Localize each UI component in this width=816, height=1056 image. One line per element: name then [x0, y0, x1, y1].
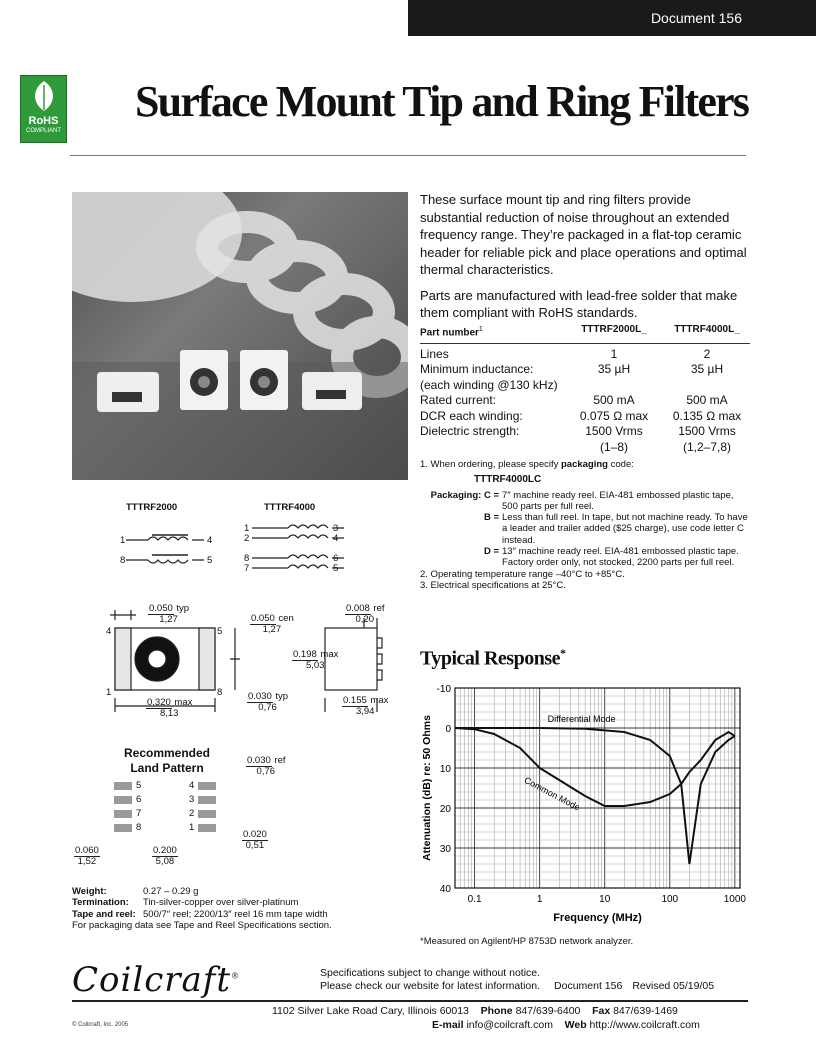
series-label-common-mode: Common Mode	[522, 774, 582, 813]
title-divider	[70, 155, 746, 156]
schematic-pin-label: 2	[244, 533, 250, 544]
x-tick-label: 0.1	[467, 894, 482, 905]
spec-row: Minimum inductance: 35 µH 35 µH	[420, 362, 724, 377]
dim-land-0-020: 0.020 0,51	[243, 829, 267, 851]
intro-text	[420, 191, 750, 330]
dim-land-0-030-ref: 0.030 ref 0,76	[247, 755, 286, 777]
packaging-note: For packaging data see Tape and Reel Specifications section.	[72, 920, 332, 932]
spec-row: (each winding @130 kHz)	[420, 377, 558, 392]
spec-header-tttrf2000: TTTRF2000L_	[581, 324, 647, 335]
rohs-badge	[20, 75, 67, 143]
drawing-pin-label: 1	[106, 687, 112, 698]
schematic-diagrams	[112, 518, 352, 578]
ordering-notes	[420, 459, 750, 591]
schematic-title-tttrf2000: TTTRF2000	[126, 502, 178, 513]
intro-paragraph-2: Parts are manufactured with lead-free solder that make them compliant with RoHS standards.	[420, 287, 738, 320]
fax: 847/639-1469	[613, 1005, 678, 1017]
dim-0-320-max: 0.320 max 8,13	[147, 697, 193, 719]
dim-0-050-typ: 0.050 typ 1,27	[149, 603, 190, 625]
y-axis-label: Attenuation (dB) re: 50 Ohms	[421, 715, 433, 861]
footnote-marker: 1	[478, 326, 483, 333]
land-pattern-title: Recommended Land Pattern	[123, 746, 211, 775]
schematic-pin-label: 1	[244, 523, 250, 534]
dim-0-030-typ: 0.030 typ 0,76	[248, 691, 289, 713]
note-3: 3. Electrical specifications at 25°C.	[420, 579, 566, 591]
schematic-pin-label: 7	[244, 563, 250, 574]
dim-0-050-cen: 0.050 cen 1,27	[251, 613, 294, 635]
dim-0-198-max: 0.198 max 5,03	[293, 649, 339, 671]
coilcraft-logo: Coilcraft®	[72, 960, 241, 1000]
land-pin-label: 1	[189, 822, 195, 833]
dim-0-155-max: 0.155 max 3,94	[343, 695, 389, 717]
schematic-pin-label: 8	[120, 555, 126, 566]
land-pin-label: 6	[136, 794, 142, 805]
land-pin-label: 4	[189, 780, 195, 791]
x-tick-label: 10	[599, 894, 611, 905]
spec-header-part-number: Part number	[420, 327, 479, 339]
drawing-pin-label: 8	[217, 687, 223, 698]
product-photo	[72, 192, 408, 480]
spec-header-tttrf4000: TTTRF4000L_	[674, 324, 740, 335]
schematic-pin-label: 1	[120, 535, 126, 546]
schematic-pin-label: 6	[333, 553, 339, 564]
website-link[interactable]: http://www.coilcraft.com	[589, 1018, 700, 1031]
drawing-pin-label: 5	[217, 626, 223, 637]
schematic-title-tttrf4000: TTTRF4000	[264, 502, 316, 513]
series-label-differential-mode: Differential Mode	[547, 714, 616, 724]
spec-row: DCR each winding: 0.075 Ω max 0.135 Ω max	[420, 408, 742, 423]
schematic-pin-label: 5	[333, 563, 339, 574]
physical-properties: Weight: 0.27 – 0.29 g Termination: Tin-silver-copper over silver-platinum Tape and reel: 500/7″ reel; 2200/13″ reel 16 mm tape width For packaging data see Tape and Reel Specifications section.	[72, 886, 412, 932]
footer-divider	[72, 1000, 748, 1002]
email-link[interactable]: info@coilcraft.com	[466, 1018, 553, 1031]
schematic-pin-label: 5	[207, 555, 213, 566]
y-tick-label: 20	[439, 804, 451, 815]
phone: 847/639-6400	[515, 1005, 581, 1017]
note-2: 2. Operating temperature range –40°C to +85°C.	[420, 568, 625, 580]
page-title: Surface Mount Tip and Ring Filters	[135, 77, 749, 126]
spec-row: (1–8) (1,2–7,8)	[599, 439, 732, 454]
land-pin-label: 2	[189, 808, 195, 819]
packaging-option-b: B = Less than full reel. In tape, but not machine ready. To have a leader and trailer added ($25 charge), use code letter C instead.	[483, 512, 748, 546]
land-pin-label: 7	[136, 808, 142, 819]
land-pattern-drawing	[110, 778, 240, 838]
schematic-pin-label: 4	[333, 533, 339, 544]
spec-table	[420, 322, 750, 455]
schematic-pin-label: 8	[244, 553, 250, 564]
rohs-label: RoHS	[28, 115, 59, 127]
x-tick-label: 100	[661, 894, 679, 905]
y-tick-label: 0	[445, 724, 451, 735]
series-line-differential-mode	[455, 728, 735, 864]
dim-land-0-200: 0.200 5,08	[153, 845, 177, 867]
dim-0-008-ref: 0.008 ref 0,20	[346, 603, 385, 625]
schematic-pin-label: 3	[333, 523, 339, 534]
typical-response-chart	[410, 676, 750, 928]
intro-paragraph-1: These surface mount tip and ring filters provide substantial reduction of noise throughout an extended frequency range. They’re packaged in a flat-top ceramic header for reliable pick and place operations and optimal thermal characteristics.	[420, 192, 747, 277]
packaging-option-c: Packaging: C = 7″ machine ready reel. EIA-481 embossed plastic tape, 500 parts per full reel.	[430, 489, 734, 512]
x-tick-label: 1000	[723, 894, 746, 905]
x-tick-label: 1	[536, 894, 543, 905]
y-tick-label: 10	[439, 764, 451, 775]
document-number-tab	[408, 0, 816, 36]
spec-row: Lines 1 2	[420, 346, 711, 361]
y-tick-label: 30	[439, 844, 451, 855]
spec-row: Dielectric strength: 1500 Vrms 1500 Vrms	[420, 424, 736, 439]
order-example: TTTRF4000LC	[474, 474, 542, 486]
rohs-compliant-label: COMPLIANT	[25, 128, 61, 134]
land-pin-label: 3	[189, 794, 195, 805]
schematic-pin-label: 4	[207, 535, 213, 546]
series-line-common-mode	[455, 728, 735, 806]
x-axis-label: Frequency (MHz)	[553, 912, 642, 924]
leaf-icon	[21, 76, 66, 116]
document-number: Document 156	[650, 10, 742, 26]
spec-row: Rated current: 500 mA 500 mA	[420, 393, 728, 408]
typical-response-title: Typical Response*	[420, 646, 566, 670]
measurement-note: *Measured on Agilent/HP 8753D network analyzer.	[420, 936, 634, 947]
land-pin-label: 8	[136, 822, 142, 833]
address: 1102 Silver Lake Road Cary, Illinois 60013	[272, 1005, 469, 1017]
spec-header-row	[420, 322, 750, 344]
footer-contact: 1102 Silver Lake Road Cary, Illinois 60013 Phone 847/639-6400 Fax 847/639-1469 E-mail info@coilcraft.com Web http://www.coilcraft.com	[272, 1005, 700, 1031]
drawing-pin-label: 4	[106, 626, 112, 637]
land-pin-label: 5	[136, 780, 142, 791]
y-tick-label: -10	[436, 684, 451, 695]
dim-land-0-060: 0.060 1,52	[75, 845, 99, 867]
note-1: 1. When ordering, please specify packaging code:	[420, 459, 634, 470]
footer-spec-text: Specifications subject to change without notice. Please check our website for latest information. Document 156 Revised 05/19/05	[320, 967, 715, 992]
y-tick-label: 40	[439, 884, 451, 895]
packaging-option-d: D = 13″ machine ready reel. EIA-481 embossed plastic tape. Factory order only, not stocked, 2200 parts per full reel.	[483, 546, 739, 569]
copyright: © Coilcraft, Inc. 2005	[72, 1022, 129, 1028]
